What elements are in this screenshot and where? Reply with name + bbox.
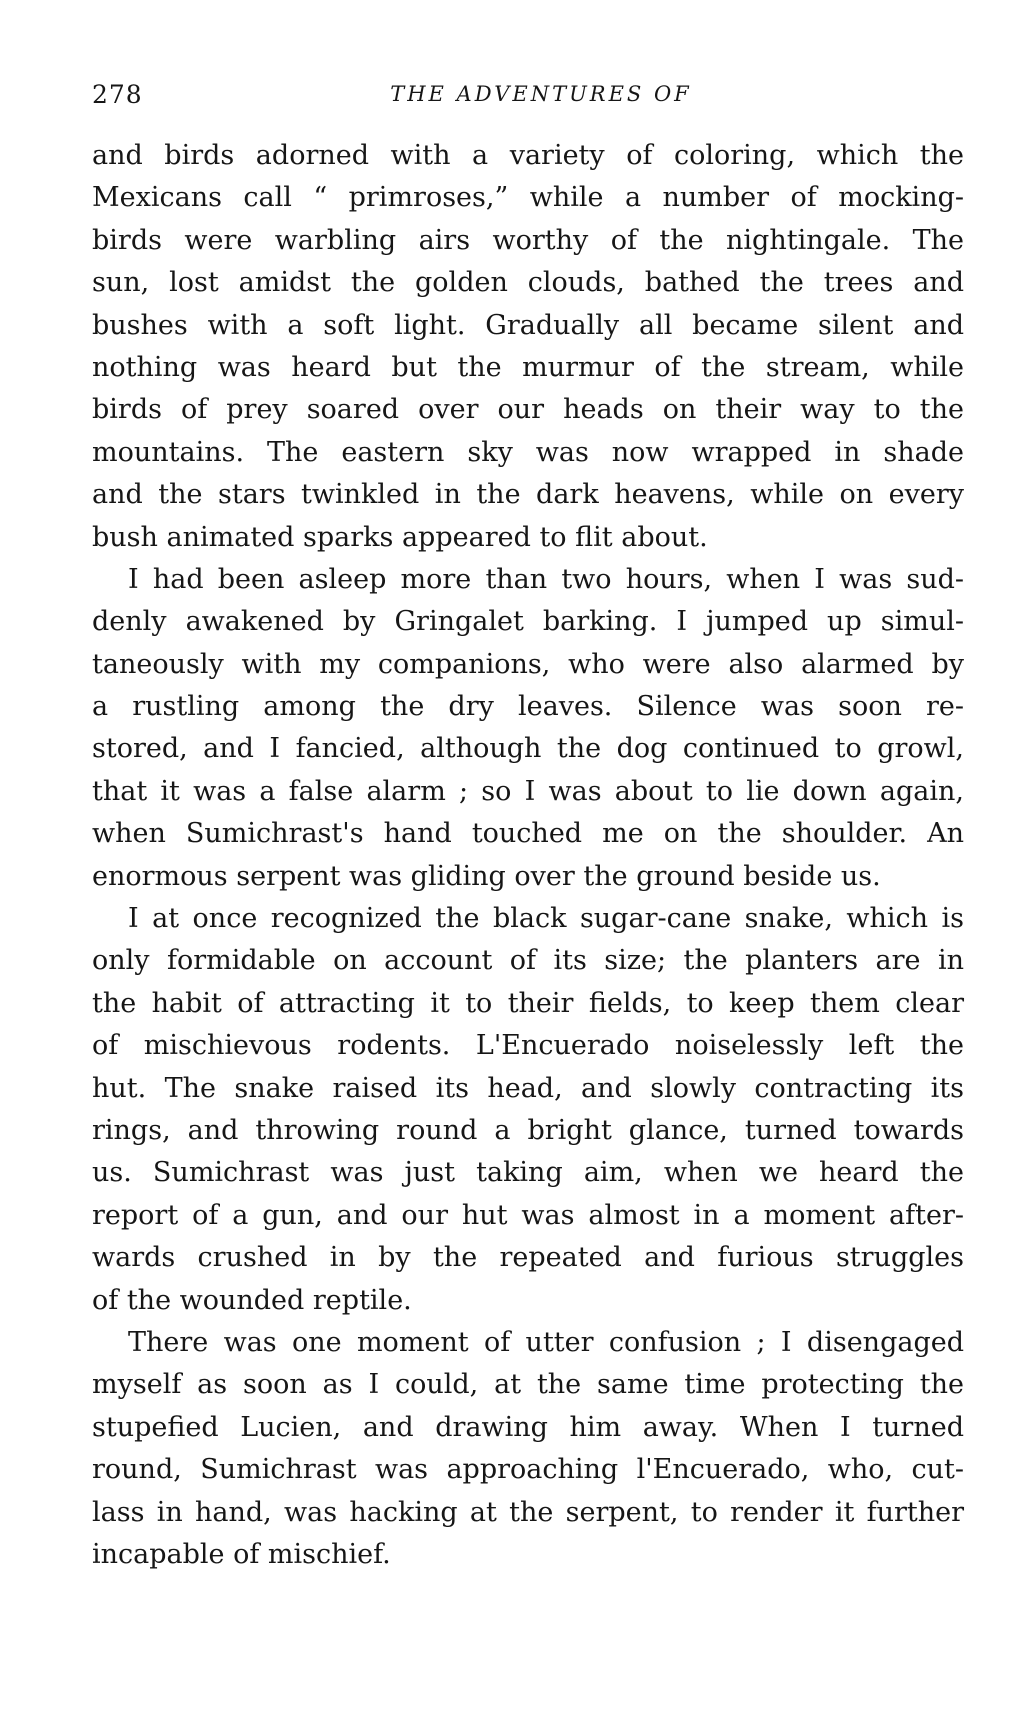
text-line: birds of prey soared over our heads on their way to the bbox=[92, 394, 964, 426]
text-line: us. Sumichrast was just taking aim, when we heard the bbox=[92, 1157, 964, 1189]
text-line: and birds adorned with a variety of coloring, which the bbox=[92, 140, 964, 171]
text-line: wards crushed in by the repeated and furious struggles bbox=[92, 1242, 964, 1274]
text-line: nothing was heard but the murmur of the stream, while bbox=[92, 351, 964, 383]
page-number: 278 bbox=[92, 80, 143, 109]
text-line: There was one moment of utter confusion ; I disengaged bbox=[128, 1326, 964, 1358]
paragraph-2 bbox=[92, 559, 964, 898]
paragraph-4 bbox=[92, 1322, 964, 1576]
text-line: a rustling among the dry leaves. Silence was soon re- bbox=[92, 691, 964, 723]
paragraph-3 bbox=[92, 898, 964, 1322]
text-line: stupefied Lucien, and drawing him away. When I turned bbox=[92, 1411, 964, 1443]
text-line: round, Sumichrast was approaching l'Encuerado, who, cut- bbox=[92, 1454, 964, 1486]
text-line: hut. The snake raised its head, and slowly contracting its bbox=[92, 1072, 964, 1104]
body-text bbox=[92, 135, 964, 1576]
running-head bbox=[92, 80, 960, 114]
text-line: birds were warbling airs worthy of the nightingale. The bbox=[92, 224, 964, 256]
text-line: bushes with a soft light. Gradually all became silent and bbox=[92, 309, 964, 341]
text-line: report of a gun, and our hut was almost in a moment after- bbox=[92, 1199, 964, 1231]
text-line: bush animated sparks appeared to flit about. bbox=[92, 521, 708, 553]
text-line: stored, and I fancied, although the dog continued to growl, bbox=[92, 733, 964, 765]
text-line: myself as soon as I could, at the same time protecting the bbox=[92, 1369, 964, 1401]
text-line: denly awakened by Gringalet barking. I jumped up simul- bbox=[92, 606, 964, 638]
text-line: incapable of mischief. bbox=[92, 1538, 391, 1570]
text-line: mountains. The eastern sky was now wrapped in shade bbox=[92, 436, 964, 468]
text-line: Mexicans call “ primroses,” while a number of mocking- bbox=[92, 182, 964, 214]
text-line: only formidable on account of its size; the planters are in bbox=[92, 945, 964, 977]
paragraph-1 bbox=[92, 135, 964, 559]
text-line: I had been asleep more than two hours, when I was sud- bbox=[128, 563, 964, 595]
text-line: sun, lost amidst the golden clouds, bathed the trees and bbox=[92, 267, 964, 299]
text-line: lass in hand, was hacking at the serpent, to render it further bbox=[92, 1496, 964, 1528]
text-line: the habit of attracting it to their fields, to keep them clear bbox=[92, 987, 964, 1019]
text-line: of the wounded reptile. bbox=[92, 1284, 412, 1316]
running-title: THE ADVENTURES OF bbox=[390, 82, 692, 106]
text-line: rings, and throwing round a bright glance, turned towards bbox=[92, 1114, 964, 1146]
text-line: enormous serpent was gliding over the ground beside us. bbox=[92, 860, 881, 892]
text-line: that it was a false alarm ; so I was about to lie down again, bbox=[92, 775, 964, 807]
text-line: I at once recognized the black sugar-cane snake, which is bbox=[128, 903, 964, 935]
text-line: of mischievous rodents. L'Encuerado noiselessly left the bbox=[92, 1030, 964, 1062]
text-line: when Sumichrast's hand touched me on the shoulder. An bbox=[92, 818, 964, 850]
text-line: and the stars twinkled in the dark heavens, while on every bbox=[92, 479, 964, 511]
text-line: taneously with my companions, who were also alarmed by bbox=[92, 648, 964, 680]
